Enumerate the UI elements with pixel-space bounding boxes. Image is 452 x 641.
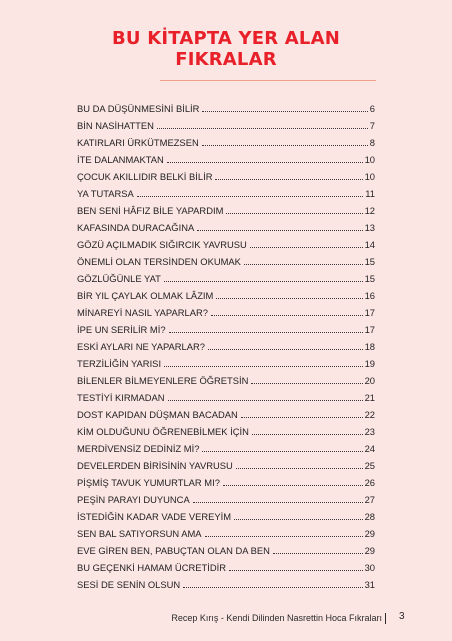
toc-entry-page: 15 — [364, 256, 375, 267]
toc-entry-title: DEVELERDEN BİRİSİNİN YAVRUSU — [77, 460, 233, 471]
toc-entry-page: 27 — [364, 494, 375, 505]
toc-entry-page: 29 — [364, 528, 375, 539]
toc-entry-page: 25 — [364, 460, 375, 471]
toc-entry-title: MİNAREYİ NASIL YAPARLAR? — [77, 307, 208, 318]
toc-entry-page: 23 — [364, 426, 375, 437]
toc-entry-page: 14 — [364, 239, 375, 250]
toc-entry-title: MERDİVENSİZ DEDİNİZ Mİ? — [77, 443, 200, 454]
toc-entry — [77, 268, 375, 285]
toc-entry-title: EVE GİREN BEN, PABUÇTAN OLAN DA BEN — [77, 545, 270, 556]
toc-dot-leader — [251, 383, 362, 384]
toc-entry — [77, 472, 375, 489]
toc-entry — [77, 200, 375, 217]
toc-entry — [77, 98, 375, 115]
toc-dot-leader — [250, 247, 363, 248]
title-line-1: BU KİTAPTA YER ALAN — [112, 28, 340, 49]
toc-entry-page: 31 — [364, 579, 375, 590]
toc-entry-page: 17 — [364, 324, 375, 335]
toc-entry-page: 10 — [364, 171, 375, 182]
toc-entry — [77, 489, 375, 506]
toc-entry — [77, 115, 375, 132]
toc-entry — [77, 234, 375, 251]
toc-entry — [77, 132, 375, 149]
toc-entry-page: 13 — [364, 222, 375, 233]
toc-entry-page: 10 — [364, 154, 375, 165]
toc-dot-leader — [183, 587, 362, 588]
toc-dot-leader — [202, 145, 368, 146]
toc-entry-page: 20 — [364, 375, 375, 386]
toc-entry-title: BEN SENİ HÂFIZ BİLE YAPARDIM — [77, 205, 224, 216]
toc-entry-title: GÖZÜ AÇILMADIK SIĞIRCIK YAVRUSU — [77, 239, 247, 250]
page-footer — [171, 612, 386, 624]
toc-entry-page: 19 — [364, 358, 375, 369]
toc-entry — [77, 438, 375, 455]
toc-dot-leader — [208, 349, 363, 350]
toc-entry-title: KAFASINDA DURACAĞINA — [77, 222, 195, 233]
toc-dot-leader — [202, 111, 367, 112]
toc-entry-title: TERZİLİĞİN YARISI — [77, 358, 162, 369]
title-divider — [160, 80, 376, 81]
toc-entry — [77, 251, 375, 268]
toc-entry-title: BU DA DÜŞÜNMESİNİ BİLİR — [77, 103, 200, 114]
toc-dot-leader — [157, 128, 368, 129]
toc-entry-page: 11 — [365, 188, 375, 199]
toc-entry — [77, 404, 375, 421]
toc-entry — [77, 183, 375, 200]
toc-dot-leader — [273, 553, 363, 554]
toc-dot-leader — [215, 179, 362, 180]
toc-entry-title: BİLENLER BİLMEYENLERE ÖĞRETSİN — [77, 375, 249, 386]
toc-entry — [77, 574, 375, 591]
toc-dot-leader — [164, 281, 363, 282]
toc-dot-leader — [197, 230, 362, 231]
toc-entry — [77, 336, 375, 353]
toc-dot-leader — [216, 298, 362, 299]
toc-entry-page: 8 — [369, 137, 375, 148]
toc-entry-page: 28 — [364, 511, 375, 522]
toc-entry — [77, 540, 375, 557]
toc-dot-leader — [244, 264, 363, 265]
toc-dot-leader — [193, 502, 363, 503]
toc-entry-title: KATIRLARI ÜRKÜTMEZSEN — [77, 137, 199, 148]
toc-dot-leader — [229, 570, 363, 571]
toc-entry — [77, 506, 375, 523]
toc-entry-page: 26 — [364, 477, 375, 488]
footer-separator — [385, 613, 386, 624]
toc-entry-title: GÖZLÜĞÜNLE YAT — [77, 273, 161, 284]
toc-entry — [77, 149, 375, 166]
toc-entry-page: 16 — [364, 290, 375, 301]
toc-dot-leader — [167, 162, 363, 163]
toc-entry-title: ÖNEMLİ OLAN TERSİNDEN OKUMAK — [77, 256, 241, 267]
page-title — [0, 28, 452, 70]
page-number: 3 — [399, 611, 405, 622]
toc-entry-title: ÇOCUK AKILLIDIR BELKİ BİLİR — [77, 171, 213, 182]
toc-dot-leader — [137, 196, 363, 197]
toc-entry-title: İSTEDİĞİN KADAR VADE VEREYİM — [77, 511, 232, 522]
toc-entry — [77, 302, 375, 319]
toc-entry — [77, 421, 375, 438]
toc-entry-title: SEN BAL SATIYORSUN AMA — [77, 528, 202, 539]
toc-entry-page: 12 — [364, 205, 375, 216]
toc-dot-leader — [223, 485, 363, 486]
toc-entry — [77, 166, 375, 183]
toc-entry — [77, 285, 375, 302]
toc-entry-title: ESKİ AYLARI NE YAPARLAR? — [77, 341, 206, 352]
toc-entry-page: 6 — [369, 103, 375, 114]
toc-entry-title: TESTİYİ KIRMADAN — [77, 392, 165, 403]
toc-entry-title: BİN NASİHATTEN — [77, 120, 154, 131]
toc-entry-title: DOST KAPIDAN DÜŞMAN BACADAN — [77, 409, 238, 420]
toc-entry — [77, 217, 375, 234]
toc-entry-title: YA TUTARSA — [77, 188, 134, 199]
toc-entry-title: KİM OLDUĞUNU ÖĞRENEBİLMEK İÇİN — [77, 426, 249, 437]
toc-entry-page: 24 — [364, 443, 375, 454]
toc-entry-page: 30 — [364, 562, 375, 573]
table-of-contents — [77, 98, 375, 591]
toc-entry-title: İTE DALANMAKTAN — [77, 154, 164, 165]
toc-entry — [77, 370, 375, 387]
toc-entry-title: SESİ DE SENİN OLSUN — [77, 579, 181, 590]
toc-entry-page: 21 — [364, 392, 375, 403]
toc-entry-title: PEŞİN PARAYI DUYUNCA — [77, 494, 190, 505]
toc-entry — [77, 387, 375, 404]
toc-entry — [77, 353, 375, 370]
toc-entry — [77, 455, 375, 472]
toc-entry-title: PİŞMİŞ TAVUK YUMURTLAR MI? — [77, 477, 220, 488]
toc-dot-leader — [241, 417, 363, 418]
toc-dot-leader — [211, 315, 363, 316]
toc-dot-leader — [234, 519, 363, 520]
toc-entry-page: 15 — [364, 273, 375, 284]
toc-entry-title: BU GEÇENKİ HAMAM ÜCRETİDİR — [77, 562, 226, 573]
toc-entry-page: 29 — [364, 545, 375, 556]
toc-dot-leader — [226, 213, 362, 214]
toc-entry-page: 17 — [364, 307, 375, 318]
toc-entry — [77, 319, 375, 336]
toc-dot-leader — [164, 366, 363, 367]
toc-entry-page: 7 — [369, 120, 375, 131]
toc-entry — [77, 557, 375, 574]
title-line-2: FIKRALAR — [175, 49, 277, 70]
toc-dot-leader — [169, 332, 363, 333]
toc-entry-title: İPE UN SERİLİR Mİ? — [77, 324, 166, 335]
toc-entry-page: 22 — [364, 409, 375, 420]
toc-dot-leader — [205, 536, 363, 537]
toc-dot-leader — [236, 468, 363, 469]
toc-dot-leader — [168, 400, 363, 401]
toc-entry — [77, 523, 375, 540]
toc-dot-leader — [252, 434, 363, 435]
footer-text: Recep Kırış - Kendi Dilinden Nasrettin Hoca Fıkraları — [171, 613, 382, 623]
toc-dot-leader — [202, 451, 362, 452]
toc-entry-title: BİR YIL ÇAYLAK OLMAK LÂZIM — [77, 290, 214, 301]
toc-entry-page: 18 — [364, 341, 375, 352]
